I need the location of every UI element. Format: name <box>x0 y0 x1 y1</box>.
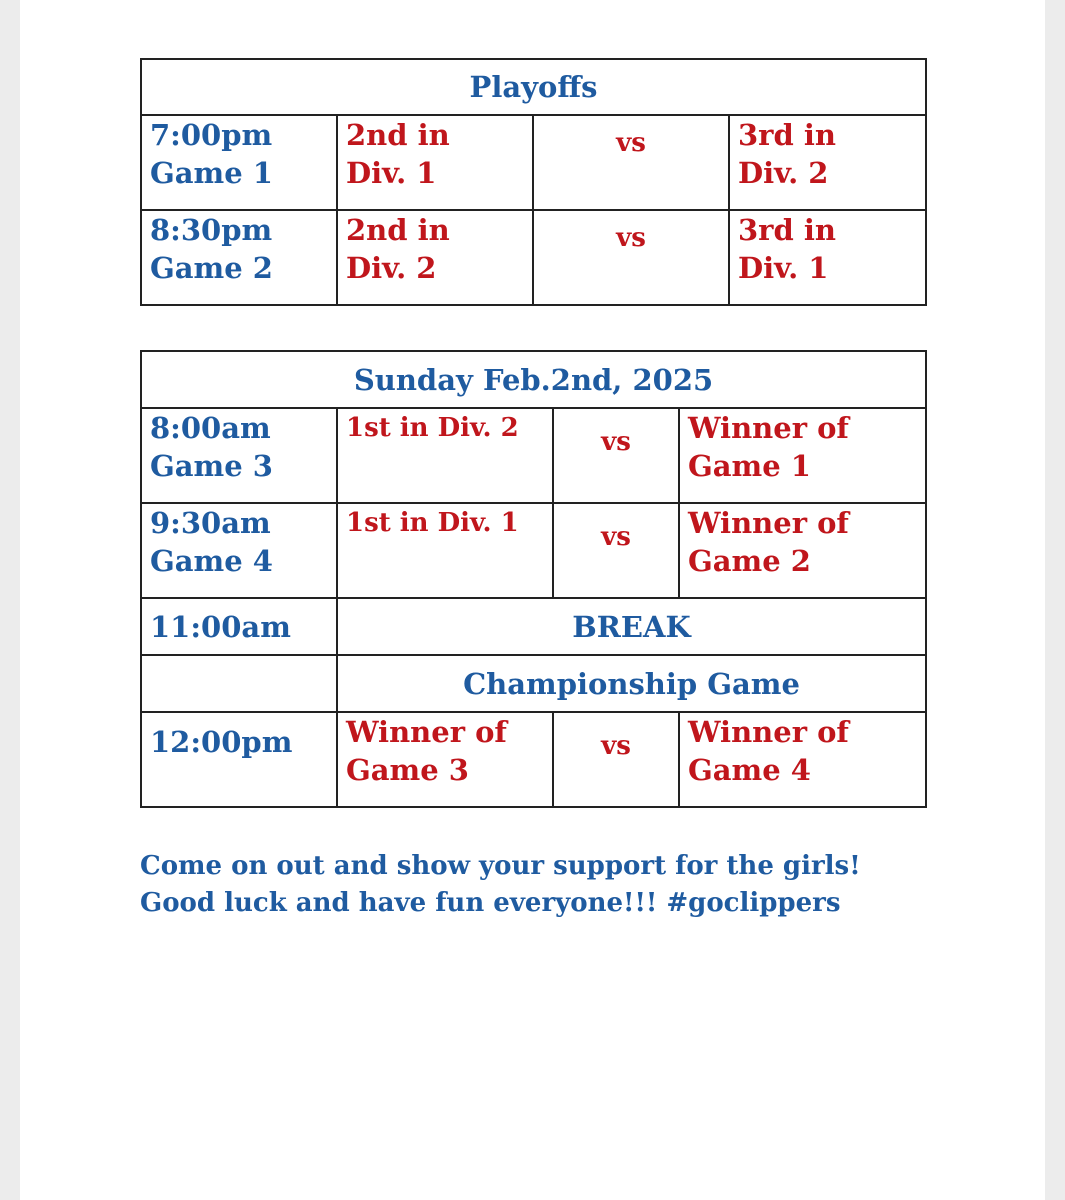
break-row <box>141 598 926 655</box>
game-label: Game 2 <box>150 251 273 285</box>
game-time: 7:00pm <box>150 118 273 152</box>
footer-line: Good luck and have fun everyone!!! #goclippers <box>140 888 841 918</box>
game-time-cell <box>141 115 337 210</box>
vs-cell: vs <box>533 115 729 210</box>
game-label: Game 1 <box>150 156 273 190</box>
team1-cell: 2nd in Div. 2 <box>337 210 533 305</box>
break-label: BREAK <box>337 598 926 655</box>
table-row <box>141 503 926 598</box>
team2-cell: 3rd in Div. 1 <box>729 210 926 305</box>
sunday-header-row <box>141 351 926 408</box>
vs-cell: vs <box>533 210 729 305</box>
team2-cell: Winner of Game 2 <box>679 503 926 598</box>
vs-cell: vs <box>553 712 679 807</box>
game-time: 8:30pm <box>150 213 273 247</box>
team2-cell: 3rd in Div. 2 <box>729 115 926 210</box>
team2-cell: Winner of Game 4 <box>679 712 926 807</box>
table-row <box>141 115 926 210</box>
break-time: 11:00am <box>141 598 337 655</box>
footer-line: Come on out and show your support for the girls! <box>140 851 861 881</box>
table-row <box>141 712 926 807</box>
game-time: 9:30am <box>150 506 271 540</box>
footer-message <box>140 848 861 922</box>
table-row <box>141 408 926 503</box>
playoffs-table <box>140 58 927 306</box>
game-time-cell <box>141 210 337 305</box>
document-page <box>20 0 1045 1200</box>
game-label: Game 4 <box>150 544 273 578</box>
table-row <box>141 210 926 305</box>
championship-header-row <box>141 655 926 712</box>
sunday-title: Sunday Feb.2nd, 2025 <box>141 351 926 408</box>
empty-cell <box>141 655 337 712</box>
vs-cell: vs <box>553 408 679 503</box>
game-time: 8:00am <box>150 411 271 445</box>
sunday-table <box>140 350 927 808</box>
game-time-cell <box>141 408 337 503</box>
playoffs-title: Playoffs <box>141 59 926 115</box>
game-label: Game 3 <box>150 449 273 483</box>
vs-cell: vs <box>553 503 679 598</box>
team2-cell: Winner of Game 1 <box>679 408 926 503</box>
championship-time: 12:00pm <box>141 712 337 807</box>
playoffs-header-row <box>141 59 926 115</box>
team1-cell: Winner of Game 3 <box>337 712 553 807</box>
team1-cell: 1st in Div. 2 <box>337 408 553 503</box>
team1-cell: 1st in Div. 1 <box>337 503 553 598</box>
team1-cell: 2nd in Div. 1 <box>337 115 533 210</box>
game-time-cell <box>141 503 337 598</box>
championship-title: Championship Game <box>337 655 926 712</box>
